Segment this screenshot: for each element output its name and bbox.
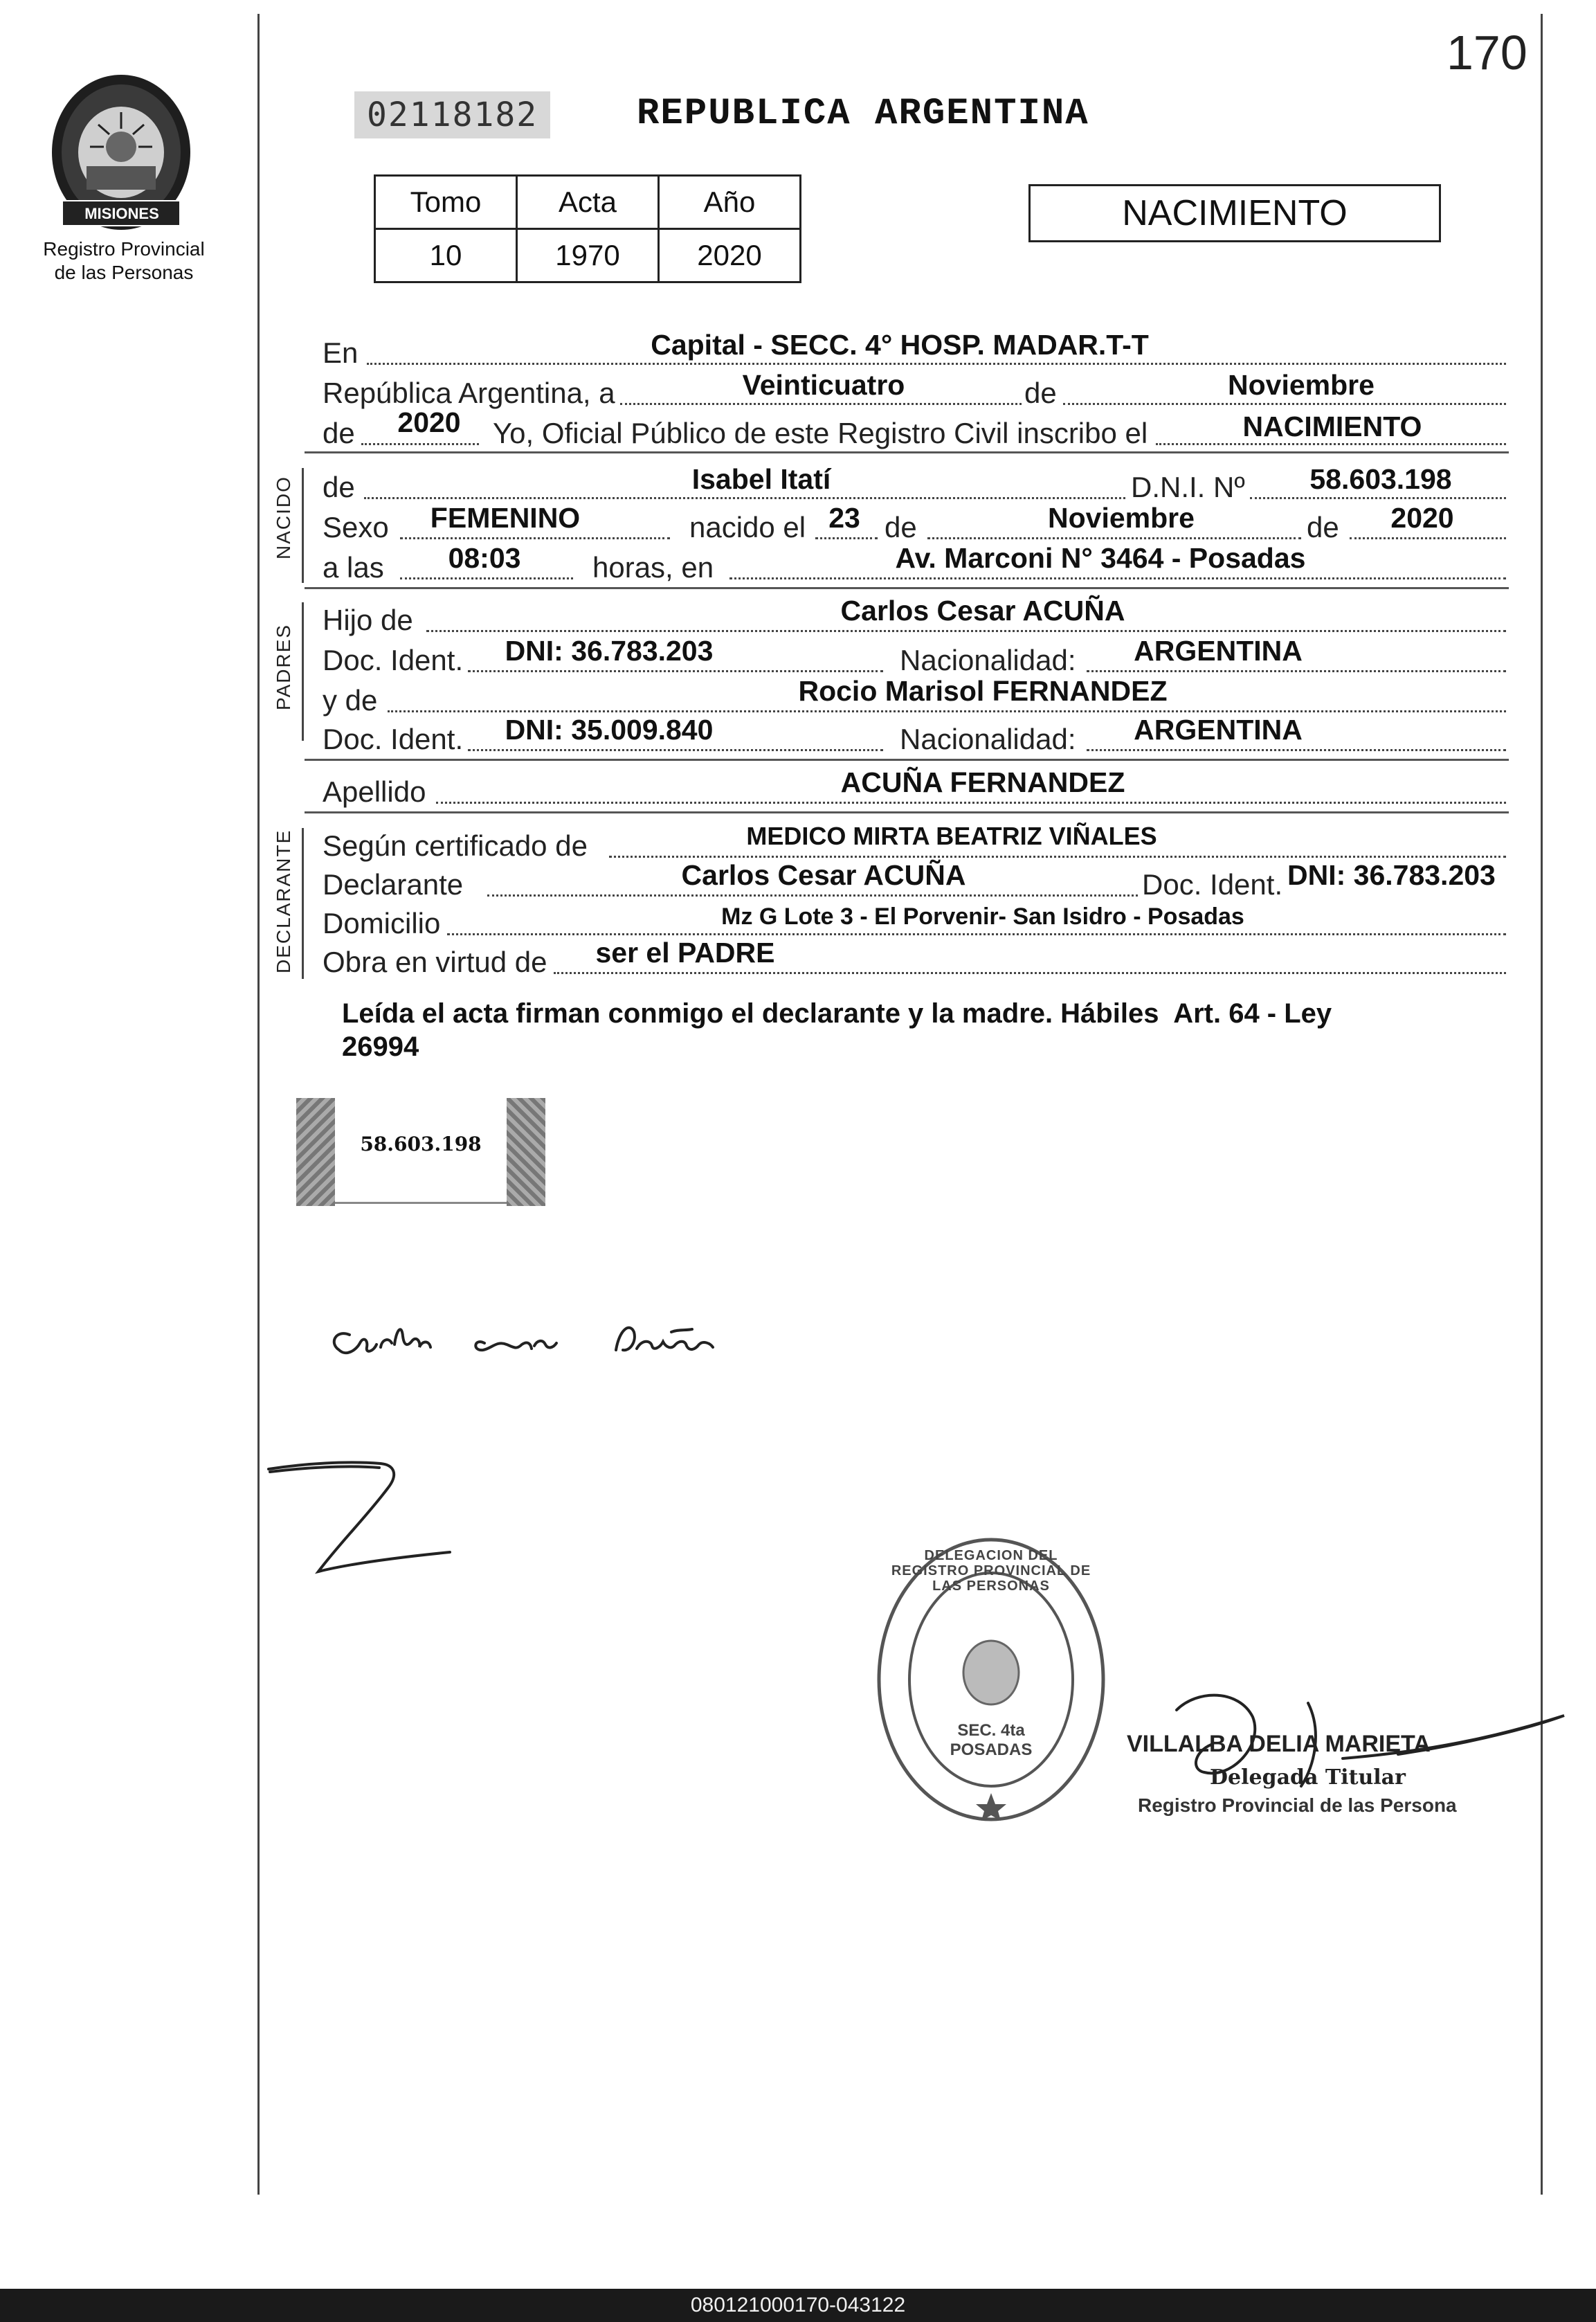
nacido-birth-time: 08:03 bbox=[448, 542, 521, 574]
nacido-nacido-el-label: nacido el bbox=[689, 511, 806, 543]
padres-father-doc: DNI: 36.783.203 bbox=[505, 635, 714, 667]
padres-y-de-label: y de bbox=[323, 684, 378, 717]
padres-father: Carlos Cesar ACUÑA bbox=[840, 595, 1125, 627]
dotted-line bbox=[1350, 537, 1506, 539]
nacido-birth-month: Noviembre bbox=[1048, 502, 1195, 534]
dotted-line bbox=[1156, 443, 1506, 445]
official-title: Delegada Titular bbox=[1210, 1765, 1406, 1790]
fingerprint-left-icon bbox=[296, 1098, 335, 1206]
page-number: 170 bbox=[1447, 26, 1527, 80]
intro-de-label: de bbox=[1024, 377, 1057, 409]
record-table-value-tomo: 10 bbox=[375, 229, 517, 282]
padres-hijo-label: Hijo de bbox=[323, 604, 413, 636]
declarante-obra-label: Obra en virtud de bbox=[323, 946, 547, 978]
record-table-value-ano: 2020 bbox=[659, 229, 801, 282]
official-office: Registro Provincial de las Persona bbox=[1138, 1794, 1457, 1816]
footer-code: 080121000170-043122 bbox=[0, 2289, 1596, 2322]
dotted-line bbox=[468, 749, 883, 751]
closing-line-2: 26994 bbox=[342, 1032, 419, 1062]
official-name: VILLALBA DELIA MARIETA bbox=[1127, 1731, 1431, 1757]
fingerprint-label: 58.603.198 bbox=[360, 1133, 482, 1155]
dotted-line bbox=[609, 856, 1506, 858]
dotted-line bbox=[426, 630, 1506, 632]
intro-place: Capital - SECC. 4° HOSP. MADAR.T-T bbox=[651, 329, 1149, 361]
padres-nac2-label: Nacionalidad: bbox=[900, 723, 1076, 755]
section-bracket-line bbox=[302, 828, 304, 979]
nacido-de2-label: de bbox=[885, 511, 917, 543]
stamp-inner-text: SEC. 4ta POSADAS bbox=[950, 1721, 1033, 1759]
dotted-line bbox=[815, 537, 878, 539]
dotted-line bbox=[1087, 670, 1506, 672]
dotted-line bbox=[400, 577, 573, 579]
padres-mother: Rocio Marisol FERNANDEZ bbox=[798, 675, 1168, 707]
section-bracket-line bbox=[302, 602, 304, 741]
divider-line bbox=[305, 587, 1509, 589]
intro-en-label: En bbox=[323, 336, 359, 369]
intro-oficial-text: Yo, Oficial Público de este Registro Civil inscribo el bbox=[493, 417, 1148, 449]
nacido-name: Isabel Itatí bbox=[691, 463, 831, 495]
dotted-line bbox=[620, 403, 1022, 405]
intro-month: Noviembre bbox=[1228, 369, 1375, 401]
record-table-header-acta: Acta bbox=[517, 176, 659, 229]
fingerprint-box bbox=[296, 1098, 545, 1206]
declarante-domicilio: Mz G Lote 3 - El Porvenir- San Isidro - Posadas bbox=[721, 903, 1244, 930]
declarante-certificado: MEDICO MIRTA BEATRIZ VIÑALES bbox=[746, 822, 1157, 850]
apellido-label: Apellido bbox=[323, 775, 426, 808]
dotted-line bbox=[468, 670, 883, 672]
nacido-sexo-label: Sexo bbox=[323, 511, 389, 543]
dotted-line bbox=[487, 894, 1138, 897]
declarant-signature-icon bbox=[325, 1302, 865, 1385]
nacido-dni-label: D.N.I. Nº bbox=[1131, 471, 1245, 503]
dotted-line bbox=[367, 363, 1506, 365]
padres-mother-nationality: ARGENTINA bbox=[1134, 714, 1303, 746]
fingerprint-right-icon bbox=[507, 1098, 545, 1206]
padres-doc-label: Doc. Ident. bbox=[323, 644, 464, 676]
dotted-line bbox=[436, 802, 1506, 804]
nacido-a-las-label: a las bbox=[323, 551, 384, 584]
nacido-de3-label: de bbox=[1307, 511, 1339, 543]
dotted-line bbox=[400, 537, 670, 539]
intro-de2-label: de bbox=[323, 417, 355, 449]
right-margin-line bbox=[1541, 14, 1543, 2195]
section-label-declarante: DECLARANTE bbox=[273, 829, 294, 973]
closing-line-1: Leída el acta firman conmigo el declarante y la madre. Hábiles Art. 64 - Ley bbox=[342, 998, 1332, 1029]
declarante-certificado-label: Según certificado de bbox=[323, 829, 588, 862]
dotted-line bbox=[364, 497, 1125, 499]
intro-year: 2020 bbox=[397, 406, 461, 438]
dotted-line bbox=[1087, 749, 1506, 751]
declarante-obra: ser el PADRE bbox=[595, 937, 775, 969]
section-label-nacido: NACIDO bbox=[273, 476, 294, 559]
declarante-doc-label: Doc. Ident. bbox=[1142, 868, 1283, 901]
document-heading: REPUBLICA ARGENTINA bbox=[637, 93, 1089, 135]
emblem-caption-line2: de las Personas bbox=[54, 262, 194, 283]
fingerprint-divider bbox=[335, 1202, 507, 1204]
left-margin-line bbox=[257, 14, 260, 2195]
record-table-header-ano: Año bbox=[659, 176, 801, 229]
nacido-horas-label: horas, en bbox=[592, 551, 714, 584]
dotted-line bbox=[1250, 497, 1506, 499]
section-bracket-line bbox=[302, 468, 304, 583]
declarante-domicilio-label: Domicilio bbox=[323, 907, 441, 939]
dotted-line bbox=[447, 933, 1506, 935]
apellido-value: ACUÑA FERNANDEZ bbox=[840, 766, 1125, 798]
record-table-value-acta: 1970 bbox=[517, 229, 659, 282]
record-type-box bbox=[1028, 184, 1441, 242]
section-label-padres: PADRES bbox=[273, 623, 294, 710]
intro-republica-label: República Argentina, a bbox=[323, 377, 615, 409]
padres-nac-label: Nacionalidad: bbox=[900, 644, 1076, 676]
divider-line bbox=[305, 811, 1509, 813]
nacido-birth-place: Av. Marconi N° 3464 - Posadas bbox=[895, 542, 1306, 574]
divider-line bbox=[305, 451, 1509, 453]
province-emblem bbox=[48, 69, 194, 235]
emblem-caption-line1: Registro Provincial bbox=[43, 238, 205, 260]
serial-number: 02118182 bbox=[354, 91, 550, 138]
padres-doc2-label: Doc. Ident. bbox=[323, 723, 464, 755]
dotted-line bbox=[1063, 403, 1506, 405]
record-type: NACIMIENTO bbox=[1122, 193, 1348, 233]
dotted-line bbox=[729, 577, 1506, 579]
intro-act-kind: NACIMIENTO bbox=[1242, 411, 1422, 442]
dotted-line bbox=[927, 537, 1301, 539]
nacido-dni: 58.603.198 bbox=[1309, 463, 1452, 495]
padres-mother-doc: DNI: 35.009.840 bbox=[505, 714, 714, 746]
nacido-de-label: de bbox=[323, 471, 355, 503]
emblem-seal-text-bottom: MISIONES bbox=[84, 205, 159, 222]
declarante-doc: DNI: 36.783.203 bbox=[1287, 859, 1496, 891]
record-table bbox=[374, 174, 801, 283]
official-stamp bbox=[873, 1534, 1109, 1825]
divider-line bbox=[305, 759, 1509, 761]
nacido-sexo: FEMENINO bbox=[430, 502, 581, 534]
dotted-line bbox=[361, 443, 479, 445]
dotted-line bbox=[388, 710, 1506, 712]
stamp-ring-text: DELEGACION DEL REGISTRO PROVINCIAL DE LAS PERSONAS bbox=[891, 1548, 1091, 1594]
nacido-birth-day: 23 bbox=[828, 502, 860, 534]
mother-signature-icon bbox=[263, 1454, 484, 1592]
padres-father-nationality: ARGENTINA bbox=[1134, 635, 1303, 667]
declarante-name: Carlos Cesar ACUÑA bbox=[681, 859, 966, 891]
record-table-header-tomo: Tomo bbox=[375, 176, 517, 229]
intro-day: Veinticuatro bbox=[742, 369, 905, 401]
declarante-label: Declarante bbox=[323, 868, 464, 901]
dotted-line bbox=[554, 972, 1506, 974]
nacido-birth-year: 2020 bbox=[1390, 502, 1454, 534]
